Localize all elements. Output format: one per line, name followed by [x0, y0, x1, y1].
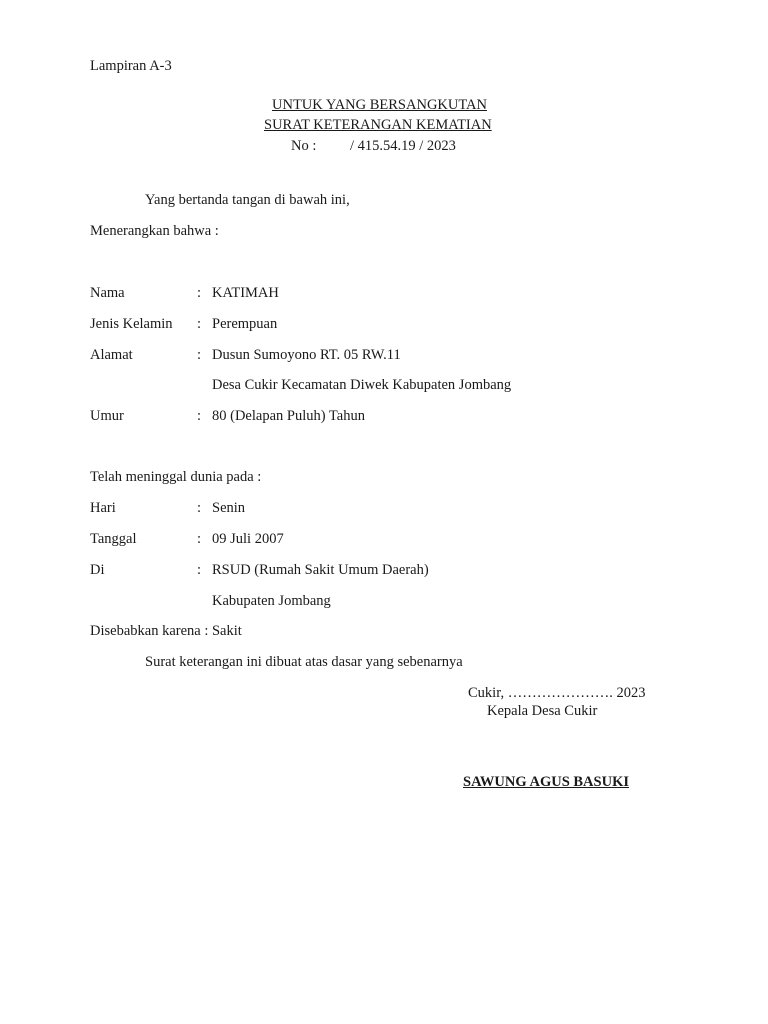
day-label: Hari [90, 500, 116, 516]
opening-text: Yang bertanda tangan di bawah ini, [145, 192, 350, 208]
age-colon: : [197, 408, 202, 424]
day-value: Senin [212, 500, 246, 516]
declares-text: Menerangkan bahwa : [90, 223, 219, 239]
sign-place-date: Cukir, …………………. 2023 [468, 685, 646, 701]
heading-recipient: UNTUK YANG BERSANGKUTAN [272, 97, 487, 113]
address-line-2: Desa Cukir Kecamatan Diwek Kabupaten Jombang [212, 377, 512, 393]
signer-name: SAWUNG AGUS BASUKI [463, 774, 629, 790]
place-label: Di [90, 562, 105, 578]
gender-colon: : [197, 316, 202, 332]
place-line-1: RSUD (Rumah Sakit Umum Daerah) [212, 562, 429, 578]
closing-text: Surat keterangan ini dibuat atas dasar yang sebenarnya [145, 654, 463, 670]
address-label: Alamat [90, 347, 133, 363]
attachment-ref: Lampiran A-3 [90, 58, 172, 74]
day-colon: : [197, 500, 202, 516]
letter-number-label: No : [291, 138, 317, 154]
gender-value: Perempuan [212, 316, 278, 332]
date-value: 09 Juli 2007 [212, 531, 284, 547]
address-colon: : [197, 347, 202, 363]
letter-number-value: / 415.54.19 / 2023 [350, 138, 456, 154]
death-intro: Telah meninggal dunia pada : [90, 469, 262, 485]
address-line-1: Dusun Sumoyono RT. 05 RW.11 [212, 347, 401, 363]
name-value: KATIMAH [212, 285, 279, 301]
place-line-2: Kabupaten Jombang [212, 593, 331, 609]
cause-text: Disebabkan karena : Sakit [90, 623, 242, 639]
heading-title: SURAT KETERANGAN KEMATIAN [264, 117, 492, 133]
age-label: Umur [90, 408, 124, 424]
sign-title: Kepala Desa Cukir [487, 703, 598, 719]
gender-label: Jenis Kelamin [90, 316, 173, 332]
age-value: 80 (Delapan Puluh) Tahun [212, 408, 365, 424]
name-label: Nama [90, 285, 125, 301]
date-label: Tanggal [90, 531, 137, 547]
name-colon: : [197, 285, 202, 301]
place-colon: : [197, 562, 202, 578]
date-colon: : [197, 531, 202, 547]
